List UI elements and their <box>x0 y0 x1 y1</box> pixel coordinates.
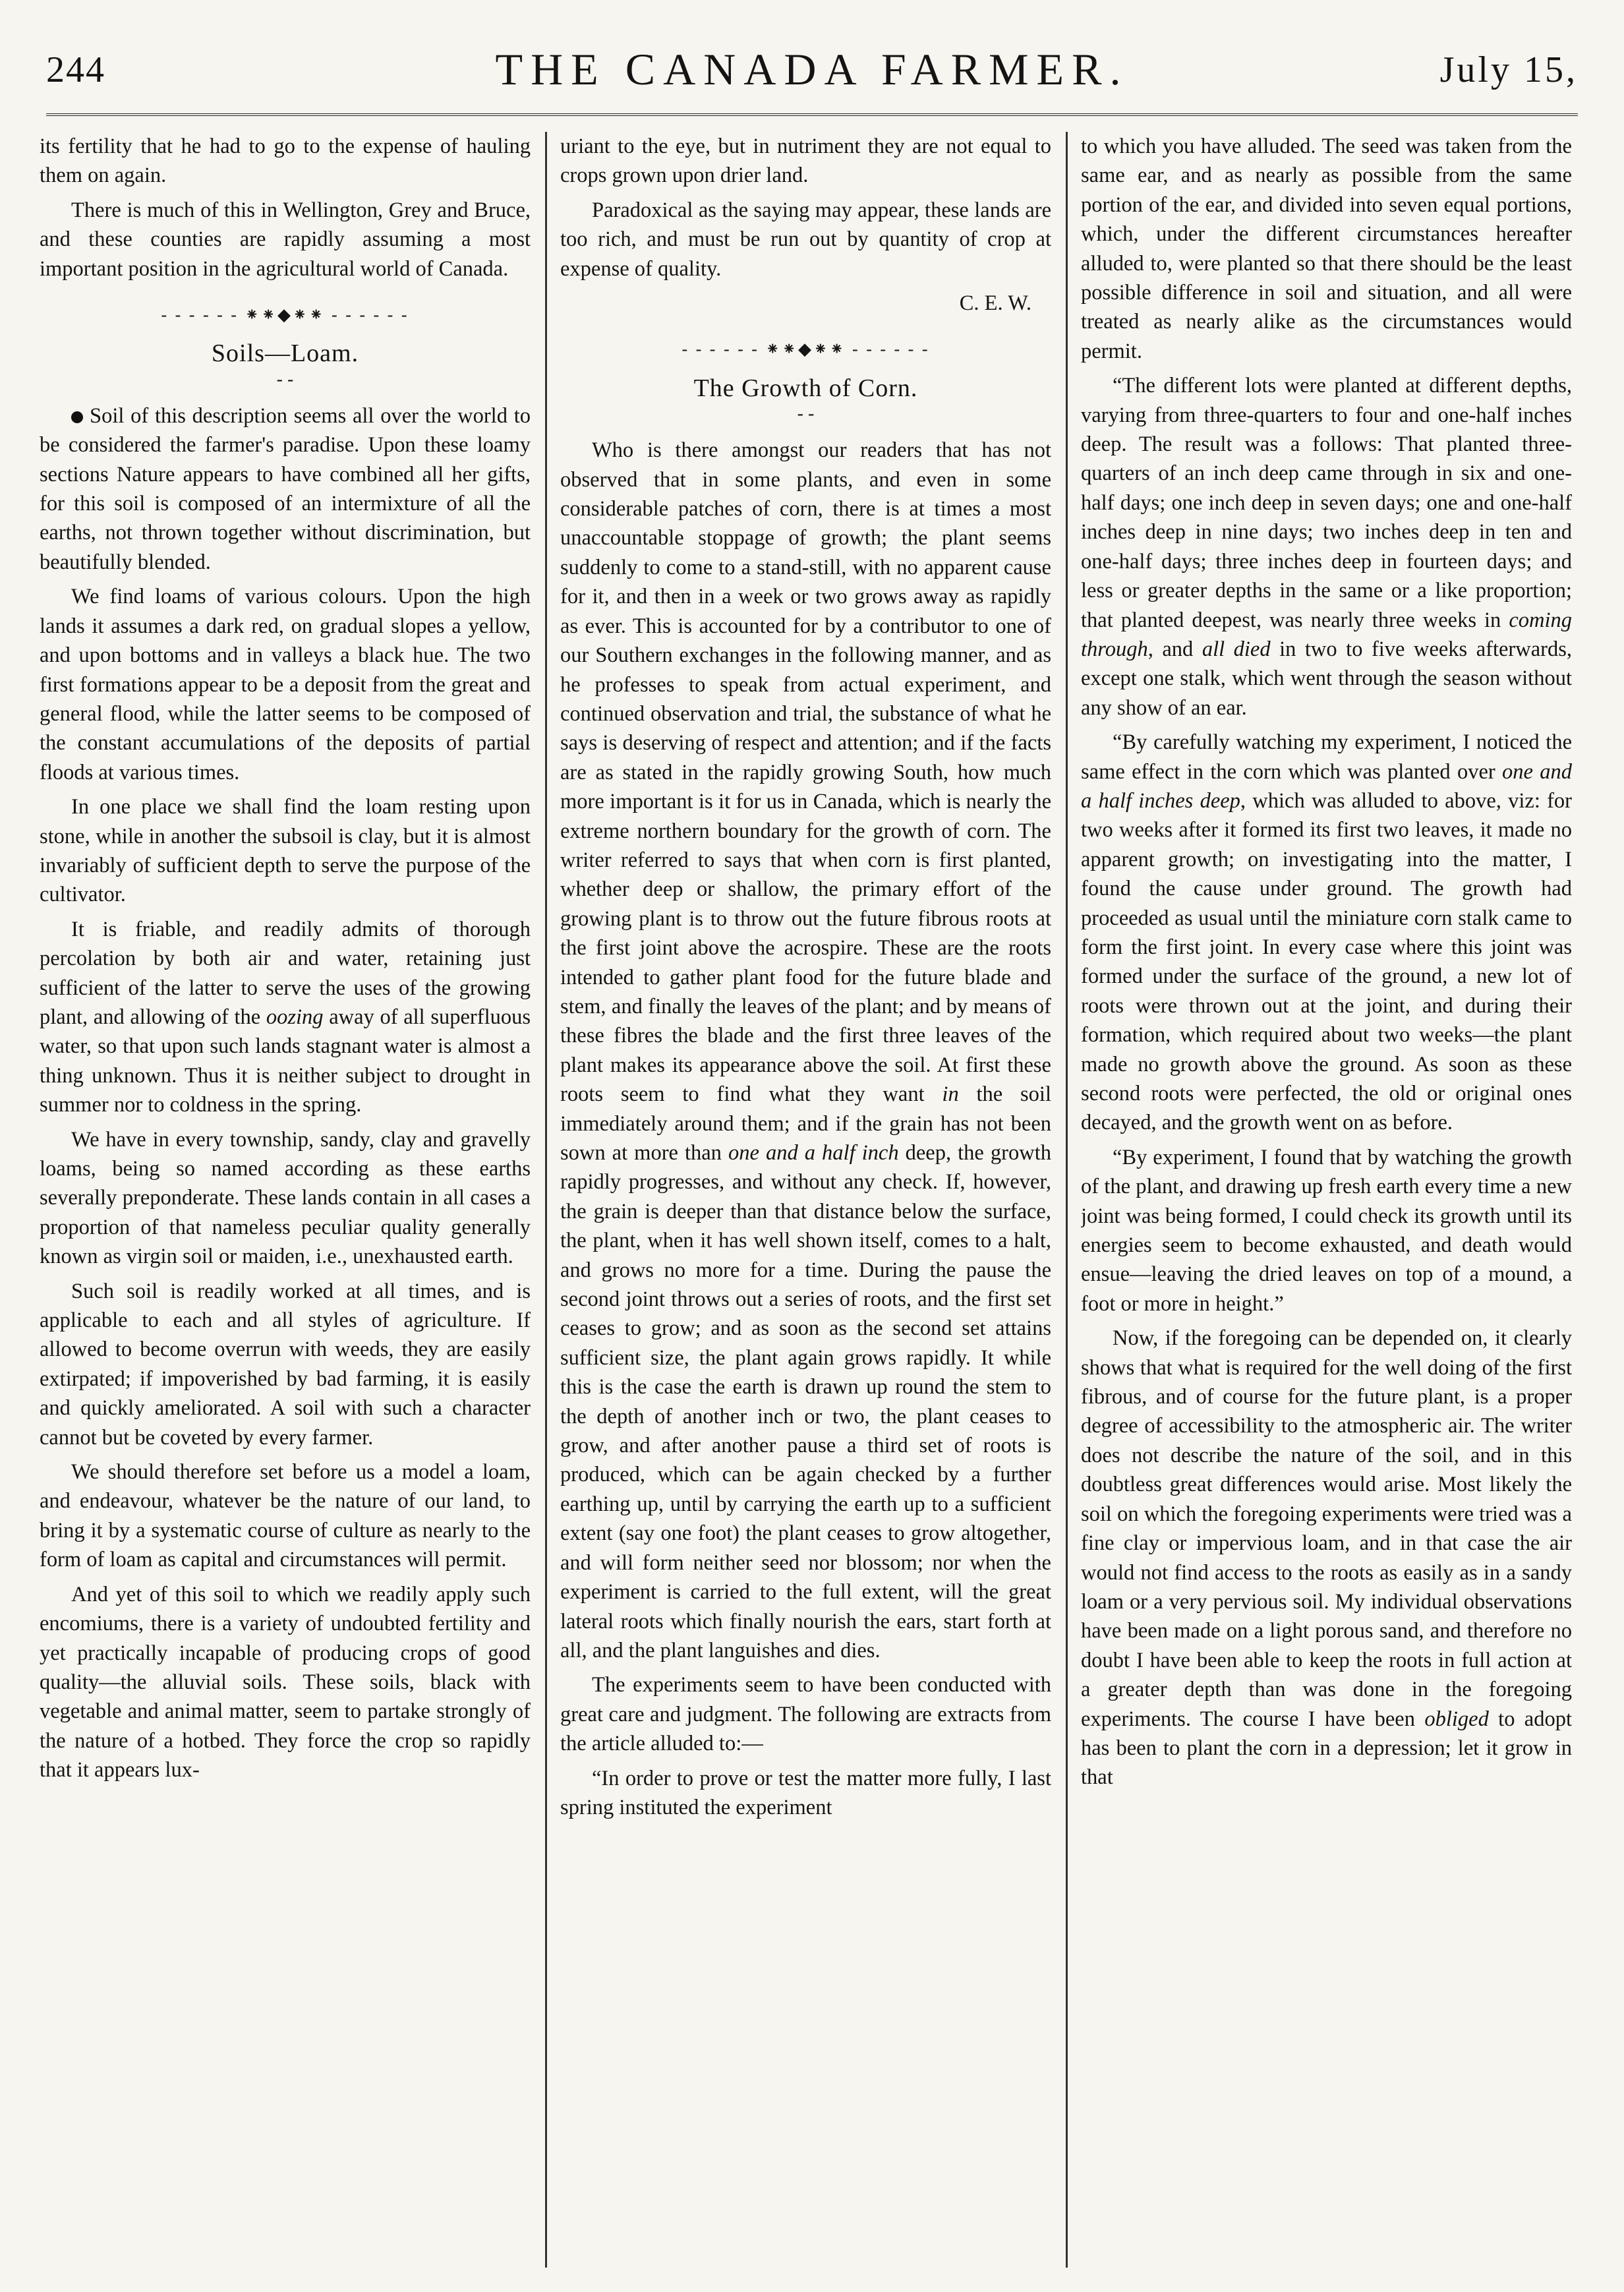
section-ornament: - - - - - - ⁕⁕◆⁕⁕ - - - - - - <box>161 305 409 325</box>
heading-dash: - - <box>276 368 294 390</box>
bullet-mark <box>71 411 83 423</box>
paragraph: There is much of this in Wellington, Grey and Bruce, and these counties are rapidly assuming a most important position in the agricultural world of Canada. <box>40 198 531 281</box>
paragraph: And yet of this soil to which we readily apply such encomiums, there is a variety of undoubted fertility and yet practically incapable of producing crops of good quality—the alluvial soils. These soils, black with vegetable and animal matter, seem to partake strongly of the nature of a hotbed. They force the crop so rapidly that it appears lux- <box>40 1582 531 1782</box>
column-rule <box>1066 132 1068 2268</box>
paragraph: to which you have alluded. The seed was taken from the same ear, and as nearly as possible from the same portion of the ear, and divided into seven equal portions, which, under the different circumstances hereafter alluded to, were planted so that there should be the least possible difference in soil and situation, and all were treated as nearly alike as the circumstances would permit. <box>1081 134 1572 363</box>
paragraph: “By carefully watching my experiment, I noticed the same effect in the corn which was planted over one and a half inches deep, which was alluded to above, viz: for two weeks after it formed its first two leaves, it made no apparent growth; on investigating into the matter, I found the cause under ground. The growth had proceeded as usual until the miniature corn stalk came to form the first joint. In every case where this joint was formed under the surface of the ground, a new lot of roots were thrown out at the joint, and during their formation, which required about two weeks—the plant made no growth above the ground. As soon as these second roots were perfected, the old or original ones decayed, and the growth went on as before. <box>1081 730 1572 1135</box>
paragraph: Soil of this description seems all over the world to be considered the farmer's paradise. Upon these loamy sections Nature appears to have combined all her gifts, for this soil is composed of an intermixture of all the earths, not thrown together without discrimination, but beautifully blended. <box>40 403 531 574</box>
author-signature: C. E. W. <box>959 291 1031 316</box>
article-heading-soils-loam: Soils—Loam. <box>211 339 359 368</box>
column-2 <box>560 132 1051 2268</box>
paragraph: uriant to the eye, but in nutriment they are not equal to crops grown upon drier land. <box>560 134 1051 188</box>
paragraph: We have in every township, sandy, clay and gravelly loams, being so named according as these earths severally preponderate. These lands contain in all cases a proportion of that nameless peculiar quality generally known as virgin soil or maiden, i.e., unexhausted earth. <box>40 1127 531 1269</box>
paragraph: We find loams of various colours. Upon the high lands it assumes a dark red, on gradual slopes a yellow, and upon bottoms and in valleys a black hue. The two first formations appear to be a deposit from the great and general flood, while the latter seems to be composed of the constant accumulations of the deposits of partial floods at various times. <box>40 585 531 784</box>
column-1 <box>40 132 531 2268</box>
section-ornament: - - - - - - ⁕⁕◆⁕⁕ - - - - - - <box>682 339 930 359</box>
paragraph: Such soil is readily worked at all times, and is applicable to each and all styles of agriculture. If allowed to become overrun with weeds, they are easily extirpated; if impoverished by bad farming, it is easily and quickly ameliorated. A soil with such a character cannot but be coveted by every farmer. <box>40 1279 531 1450</box>
paragraph: It is friable, and readily admits of thorough percolation by both air and water, retaining just sufficient of the latter to serve the uses of the growing plant, and allowing of the oozing away of all superfluous water, so that upon such lands stagnant water is almost a thing unknown. Thus it is neither subject to drought in summer nor to coldness in the spring. <box>40 917 531 1117</box>
page-number: 244 <box>46 49 105 90</box>
issue-date: July 15, <box>1439 49 1578 90</box>
column-rule <box>545 132 547 2268</box>
paragraph: The experiments seem to have been conducted with great care and judgment. The following are extracts from the article alluded to:— <box>560 1673 1051 1756</box>
paragraph: In one place we shall find the loam resting upon stone, while in another the subsoil is clay, but it is almost invariably of sufficient depth to serve the purpose of the cultivator. <box>40 795 531 907</box>
heading-dash: - - <box>797 403 815 425</box>
masthead <box>46 40 1578 112</box>
paragraph: We should therefore set before us a model a loam, and endeavour, whatever be the nature of our land, to bring it by a systematic course of culture as nearly to the form of loam as capital and circumstances will permit. <box>40 1460 531 1572</box>
header-rule <box>46 113 1578 116</box>
paragraph: “The different lots were planted at different depths, varying from three-quarters to four and one-half inches deep. The result was a follows: That planted three-quarters of an inch deep came through in six and one-half days; one inch deep in seven days; one and one-half inches deep in nine days; two inches deep in ten and one-half days; three inches deep in fourteen days; and less or greater depths in the same or a like proportion; that planted deepest, was nearly three weeks in coming through, and all died in two to five weeks afterwards, except one stalk, which went through the season without any show of an ear. <box>1081 374 1572 720</box>
paragraph: “By experiment, I found that by watching the growth of the plant, and drawing up fresh earth every time a new joint was being formed, I could check its growth until its energies seem to become exhausted, and death would ensue—leaving the dried leaves on top of a mound, a foot or more in height.” <box>1081 1145 1572 1316</box>
journal-title: THE CANADA FARMER. <box>495 44 1129 94</box>
article-columns <box>40 132 1584 2268</box>
paragraph: Who is there amongst our readers that has not observed that in some plants, and even in some considerable patches of corn, there is at times a most unaccountable stoppage of growth; the plant seems suddenly to come to a stand-still, with no apparent cause for it, and then in a week or two grows away as rapidly as ever. This is accounted for by a contributor to one of our Southern exchanges in the following manner, and as he professes to speak from actual experiment, and continued observation and trial, the substance of what he says is deserving of respect and attention; and if the facts are as stated in the rapidly growing South, how much more important is it for us in Canada, which is nearly the extreme northern boundary for the growth of corn. The writer referred to says that when corn is first planted, whether deep or shallow, the primary effort of the growing plant is to throw out the future fibrous roots at the first joint above the acrospire. These are the roots intended to gather plant food for the future blade and stem, and finally the leaves of the plant; and by means of these fibres the blade and the first three leaves of the plant makes its appearance above the soil. At first these roots seem to find what they want in the soil immediately around them; and if the grain has not been sown at more than one and a half inch deep, the growth rapidly progresses, and without any check. If, however, the grain is deeper than that distance below the surface, the plant, when it has well shown itself, comes to a halt, and grows no more for a time. During the pause the second joint throws out a series of roots, and the first set ceases to grow; and as soon as the second set attains sufficient size, the plant again grows rapidly. It while this is the case the earth is drawn up round the stem to the depth of another inch or two, the plant ceases to grow, and after another pause a third set of roots is produced, which can be again checked by a further earthing up, until by carrying the earth up to a sufficient extent (say one foot) the plant ceases to grow altogether, and will form neither seed nor blossom; nor when the experiment is carried to the full extent, will the great lateral roots which finally nourish the ears, start forth at all, and the plant languishes and dies. <box>560 438 1051 1662</box>
paragraph: Now, if the foregoing can be depended on, it clearly shows that what is required for the well doing of the first fibrous, and of course for the future plant, is a proper degree of accessibility to the atmospheric air. The writer does not describe the nature of the soil, and in this doubtless great differences would arise. Most likely the soil on which the foregoing experiments were tried was a fine clay or impervious loam, and in that case the air would not find access to the roots as easily as in a sandy loam or a very pervious soil. My individual observations have been made on a light porous sand, and therefore no doubt I have been able to keep the roots in full action at a greater depth than was done in the foregoing experiments. The course I have been obliged to adopt has been to plant the corn in a depression; let it grow in that <box>1081 1326 1572 1790</box>
paragraph: Paradoxical as the saying may appear, these lands are too rich, and must be run out by quantity of crop at expense of quality. <box>560 198 1051 281</box>
paragraph: “In order to prove or test the matter more fully, I last spring instituted the experiment <box>560 1766 1051 1819</box>
article-heading-growth-of-corn: The Growth of Corn. <box>693 374 918 402</box>
paragraph: its fertility that he had to go to the expense of hauling them on again. <box>40 134 531 188</box>
column-3 <box>1081 132 1572 2268</box>
